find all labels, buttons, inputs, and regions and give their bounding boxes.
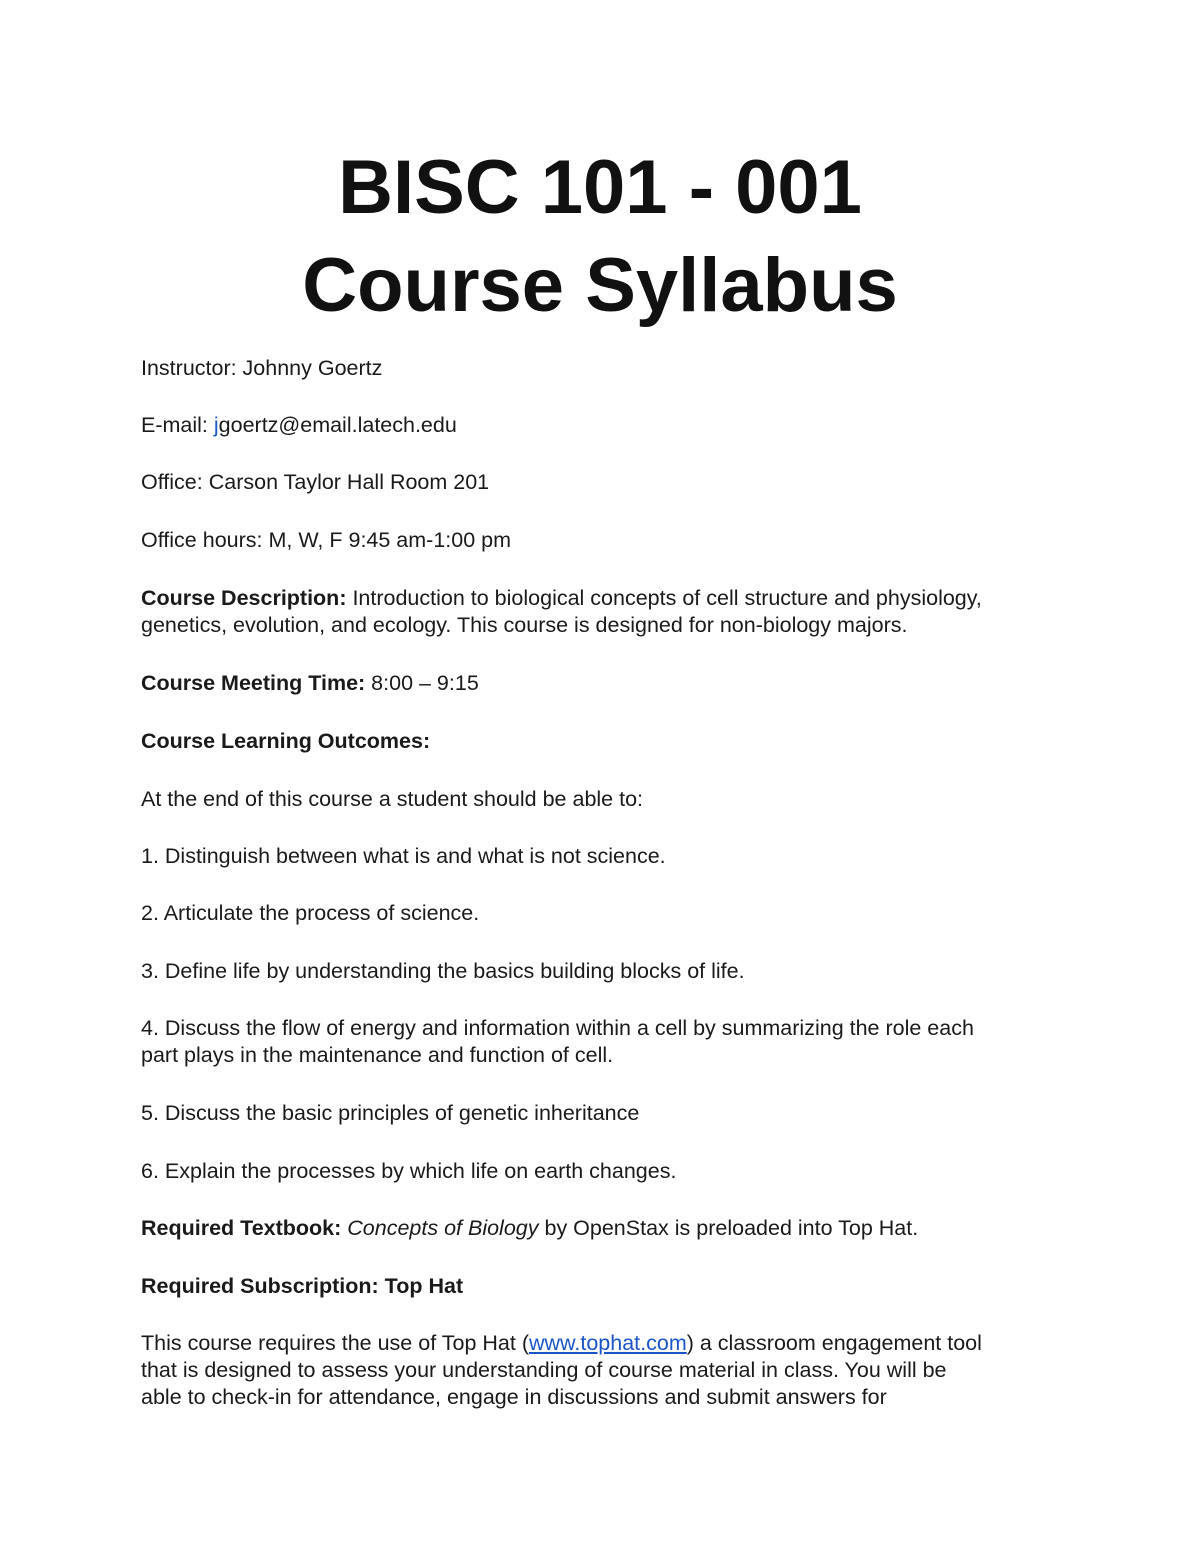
outcome-item: 6. Explain the processes by which life on earth changes. (141, 1159, 677, 1183)
tophat-link[interactable]: www.tophat.com (529, 1331, 687, 1355)
instructor-line: Instructor: Johnny Goertz (141, 356, 383, 380)
email-line (141, 412, 1081, 439)
tophat-paragraph (141, 1330, 1081, 1411)
course-description-text-1: Introduction to biological concepts of cell structure and physiology, (346, 586, 982, 610)
outcome-item (141, 1015, 1081, 1069)
email-link[interactable]: j (213, 413, 219, 437)
course-description (141, 585, 1081, 639)
textbook-label: Required Textbook: (141, 1216, 342, 1240)
course-description-text-2: genetics, evolution, and ecology. This course is designed for non-biology majors. (141, 613, 908, 637)
tophat-text-line-2: that is designed to assess your understanding of course material in class. You will be (141, 1358, 947, 1382)
office-line: Office: Carson Taylor Hall Room 201 (141, 470, 490, 494)
textbook-line (141, 1215, 1081, 1242)
outcome-item-line-2: part plays in the maintenance and function of cell. (141, 1043, 614, 1067)
subscription-heading: Required Subscription: Top Hat (141, 1274, 464, 1298)
course-code-title: BISC 101 - 001 (338, 145, 862, 230)
outcome-item: 1. Distinguish between what is and what is not science. (141, 844, 666, 868)
outcome-item: 3. Define life by understanding the basics building blocks of life. (141, 959, 745, 983)
meeting-time-value: 8:00 – 9:15 (365, 671, 479, 695)
outcome-item: 5. Discuss the basic principles of genetic inheritance (141, 1101, 640, 1125)
tophat-text-line-3: able to check-in for attendance, engage in discussions and submit answers for (141, 1385, 887, 1409)
tophat-text-post: ) a classroom engagement tool (686, 1331, 982, 1355)
course-syllabus-title: Course Syllabus (302, 243, 898, 328)
textbook-title: Concepts of Biology (347, 1216, 539, 1240)
office-hours-line: Office hours: M, W, F 9:45 am-1:00 pm (141, 528, 512, 552)
email-label: E-mail: (141, 413, 214, 437)
outcome-item: 2. Articulate the process of science. (141, 901, 480, 925)
outcome-item-line-1: 4. Discuss the flow of energy and information within a cell by summarizing the role each (141, 1016, 974, 1040)
meeting-time-label: Course Meeting Time: (141, 671, 366, 695)
meeting-time-line (141, 670, 1081, 697)
tophat-text-pre: This course requires the use of Top Hat ( (141, 1331, 529, 1355)
outcomes-intro: At the end of this course a student should be able to: (141, 787, 644, 811)
course-description-label: Course Description: (141, 586, 347, 610)
email-rest: goertz@email.latech.edu (218, 413, 457, 437)
textbook-rest: by OpenStax is preloaded into Top Hat. (538, 1216, 919, 1240)
learning-outcomes-heading: Course Learning Outcomes: (141, 729, 431, 753)
